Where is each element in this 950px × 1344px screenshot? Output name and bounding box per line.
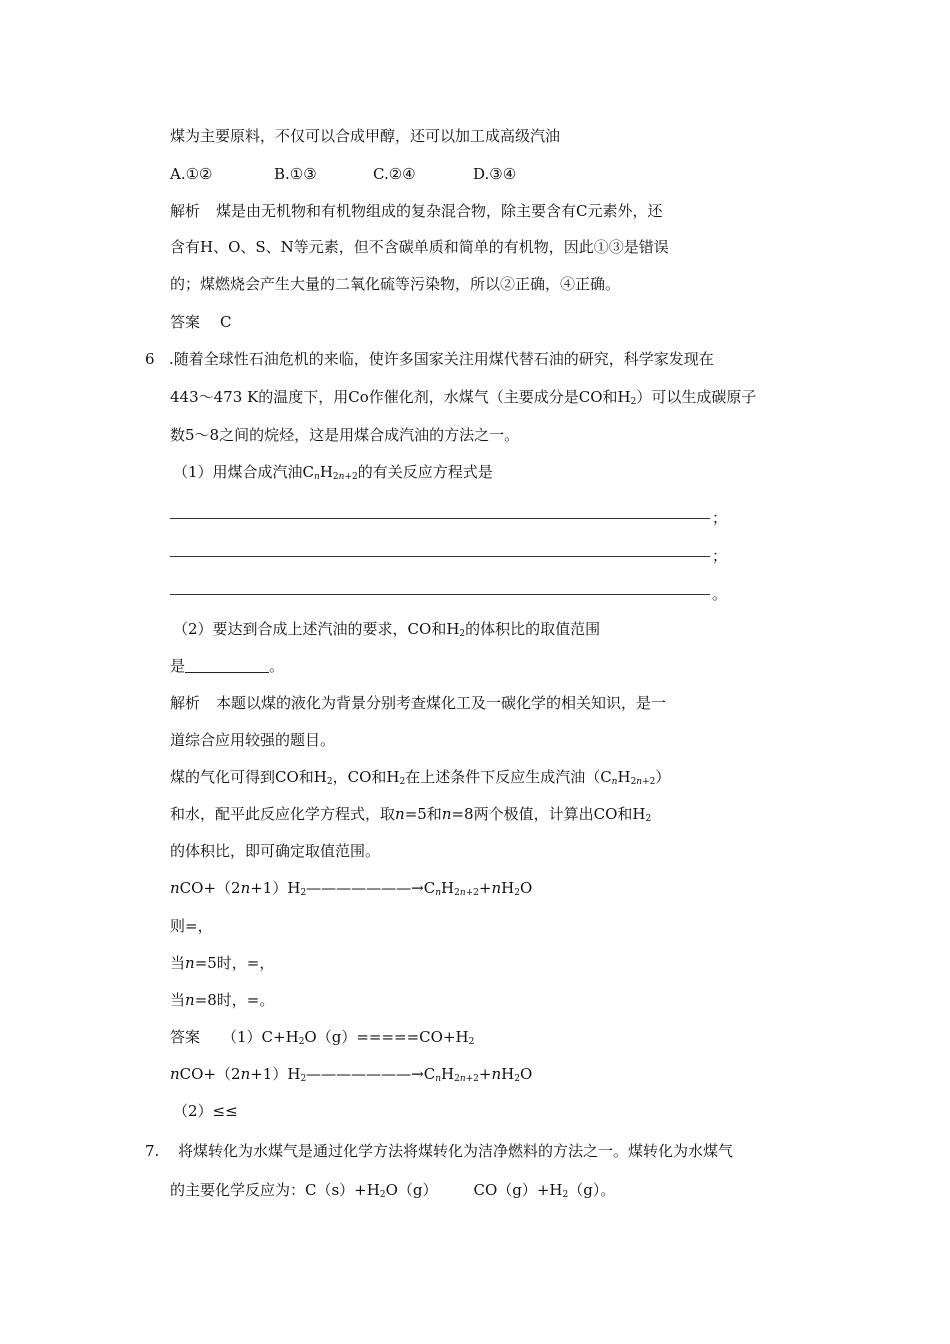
analysis-label: 解析 [170,202,201,220]
q5-options [170,164,516,184]
q6-analysis-line5: 的体积比，即可确定取值范围。 [170,842,381,860]
answer-label: 答案 [170,1028,201,1046]
analysis-text: 煤是由无机物和有机物组成的复杂混合物，除主要含有C元素外，还 [216,202,663,220]
q5-analysis-line2: 含有H、O、S、N等元素，但不含碳单质和简单的有机物，因此①③是错误 [170,238,669,256]
q5-analysis-line1 [170,201,663,221]
q6-equation-1: $nCO+(2n+1)H_2———————\to C_nH_{2n+2}+nH_2O$ [170,879,533,898]
option-d[interactable]: D.③④ [473,165,517,183]
q5-stem-tail: 煤为主要原料，不仅可以合成甲醇，还可以加工成高级汽油 [170,127,561,145]
q6-when-n5: 当n=5时，=， [170,954,275,972]
q6-stem-line2: 443～473 K的温度下，用Co作催化剂，水煤气（主要成分是CO和$H_2$）可以生成碳原子 [170,388,757,407]
q6-analysis-line2: 道综合应用较强的题目。 [170,731,336,749]
option-b[interactable]: B.①③ [274,165,317,183]
q6-when-n8: 当n=8时，=。 [170,991,275,1009]
answer-value: C [220,313,232,331]
q6-analysis-line4: 和水，配平此反应化学方程式，取n=5和n=8两个极值，计算出CO和$H_2$ [170,805,652,824]
blank-2-end: ； [712,547,728,565]
option-a[interactable]: A.①② [170,165,213,183]
q6-number: 6 [145,350,155,368]
answer-blank-1[interactable] [170,518,710,519]
q6-then-line: 则=， [170,917,213,935]
answer-blank-3[interactable] [170,594,710,595]
q7-stem-line1: 将煤转化为水煤气是通过化学方法将煤转化为洁净燃料的方法之一。煤转化为水煤气 [178,1142,734,1160]
q6-answer-line3: （2）≤≤ [173,1102,238,1120]
option-c[interactable]: C.②④ [373,165,416,183]
q6-answer-line1: 答案 $(1)C+H_2O(g)=====CO+H_2$ [170,1028,475,1047]
q5-answer [170,312,232,332]
q6-stem-line3: 数5～8之间的烷烃，这是用煤合成汽油的方法之一。 [170,426,520,444]
answer-blank-4[interactable] [185,657,269,673]
analysis-label: 解析 [170,694,201,712]
q6-part2-prompt: （2）要达到合成上述汽油的要求，CO和$H_2$的体积比的取值范围 [173,620,601,639]
q6-stem-line1: .随着全球性石油危机的来临，使许多国家关注用煤代替石油的研究，科学家发现在 [169,350,714,368]
q7-number: 7. [145,1142,160,1160]
q5-analysis-line3: 的；煤燃烧会产生大量的二氧化硫等污染物，所以②正确，④正确。 [170,275,621,293]
q6-analysis-line3: 煤的气化可得到CO和$H_2$，CO和$H_2$在上述条件下反应生成汽油$(C_nH_{2n+2})$ [170,768,671,787]
q6-part1-prompt: （1）用煤合成汽油$C_nH_{2n+2}$的有关反应方程式是 [173,463,493,482]
q7-stem-line2: 的主要化学反应为：$C(s)+H_2O(g)$ $CO(g)+H_2(g)$。 [170,1181,616,1200]
q6-part2-blank-line: 是 。 [170,657,285,675]
q6-answer-line2: $nCO+(2n+1)H_2———————\to C_nH_{2n+2}+nH_2O$ [170,1065,533,1084]
answer-label: 答案 [170,313,201,331]
q6-analysis-line1: 解析 本题以煤的液化为背景分别考查煤化工及一碳化学的相关知识，是一 [170,694,667,712]
blank-1-end: ； [712,509,728,527]
answer-blank-2[interactable] [170,556,710,557]
blank-3-end: 。 [712,585,728,603]
